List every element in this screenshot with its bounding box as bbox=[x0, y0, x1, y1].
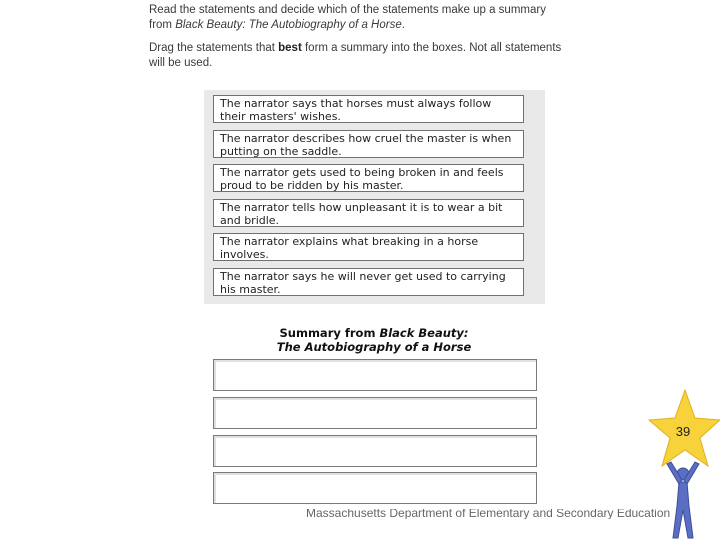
instructions-text-2: Drag the statements that bbox=[149, 42, 279, 54]
instructions-text: Read the statements and decide which of the statements make up a summary from bbox=[149, 4, 546, 31]
instructions-text-3: form a summary into the boxes. Not all statements will be used. bbox=[149, 42, 562, 69]
summary-title-prefix: Summary from bbox=[279, 326, 380, 340]
statement-card-1[interactable]: The narrator says that horses must always follow their masters' wishes. bbox=[213, 95, 524, 123]
summary-title bbox=[213, 326, 535, 354]
person-figure-icon bbox=[667, 462, 699, 538]
instructions-end: . bbox=[401, 19, 405, 31]
footer-text: Massachusetts Department of Elementary and Secondary Education bbox=[306, 509, 671, 519]
star-figure-icon bbox=[645, 388, 720, 540]
book-title: Black Beauty: The Autobiography of a Horse bbox=[175, 19, 402, 31]
drop-box-4[interactable] bbox=[213, 472, 537, 504]
summary-title-italic-1: Black Beauty: bbox=[379, 326, 469, 340]
drop-box-3[interactable] bbox=[213, 435, 537, 467]
statement-card-4[interactable]: The narrator tells how unpleasant it is to wear a bit and bridle. bbox=[213, 199, 524, 227]
instructions-bold-word: best bbox=[278, 42, 302, 54]
drop-box-1[interactable] bbox=[213, 359, 537, 391]
statement-pool bbox=[204, 90, 545, 304]
instructions-paragraph-1 bbox=[149, 3, 569, 33]
statement-card-5[interactable]: The narrator explains what breaking in a horse involves. bbox=[213, 233, 524, 261]
statement-card-2[interactable]: The narrator describes how cruel the master is when putting on the saddle. bbox=[213, 130, 524, 158]
instructions-paragraph-2 bbox=[149, 41, 569, 71]
page-number: 39 bbox=[675, 424, 691, 439]
star-mascot bbox=[645, 388, 720, 540]
drop-box-2[interactable] bbox=[213, 397, 537, 429]
summary-title-italic-2: The Autobiography of a Horse bbox=[276, 340, 472, 354]
statement-card-6[interactable]: The narrator says he will never get used to carrying his master. bbox=[213, 268, 524, 296]
statement-card-3[interactable]: The narrator gets used to being broken in and feels proud to be ridden by his master. bbox=[213, 164, 524, 192]
